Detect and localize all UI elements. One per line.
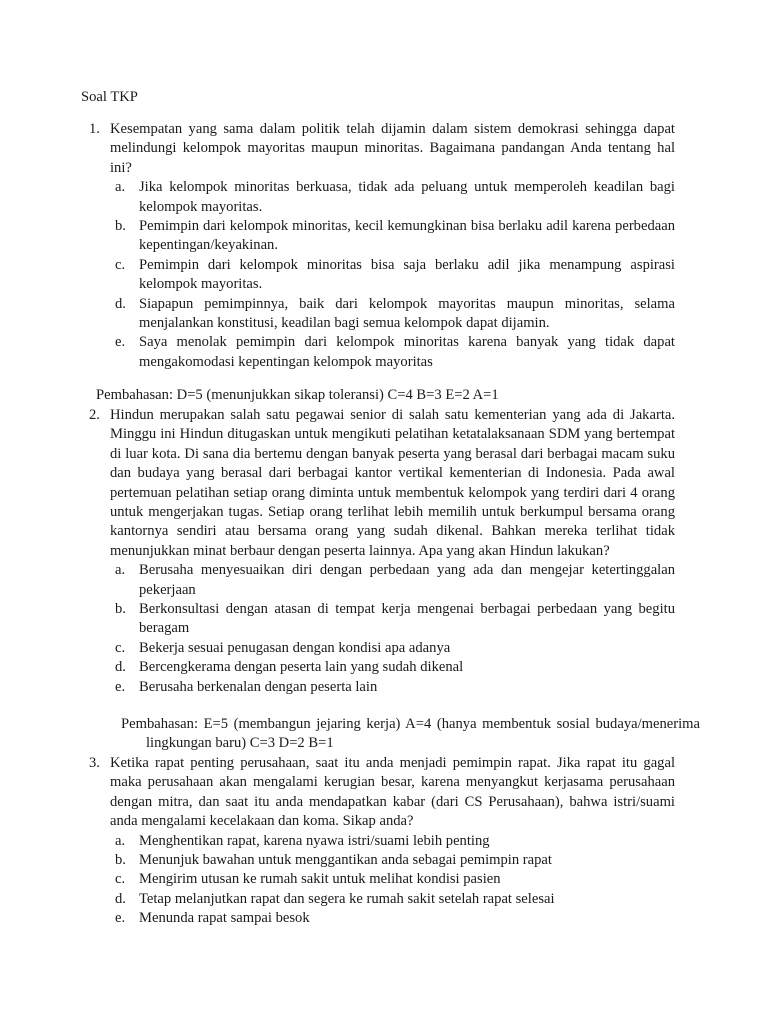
option-text: Berkonsultasi dengan atasan di tempat kerja mengenai berbagai perbedaan yang begitu beragam bbox=[139, 601, 675, 637]
option-a bbox=[89, 561, 675, 600]
question-number: 2. bbox=[89, 407, 100, 423]
option-b bbox=[89, 217, 675, 256]
question-1 bbox=[89, 120, 675, 372]
option-label: a. bbox=[115, 562, 126, 579]
option-c bbox=[89, 256, 675, 295]
question-number: 1. bbox=[89, 121, 100, 137]
option-label: e. bbox=[115, 678, 126, 695]
option-label: b. bbox=[115, 218, 126, 235]
option-list bbox=[89, 178, 675, 372]
option-label: d. bbox=[115, 890, 126, 907]
option-label: d. bbox=[115, 295, 126, 312]
option-b bbox=[89, 851, 675, 870]
option-text: Pemimpin dari kelompok minoritas, kecil kemungkinan bisa berlaku adil karena perbedaan kepentingan/keyakinan. bbox=[139, 218, 675, 254]
option-label: b. bbox=[115, 601, 126, 618]
discussion-1: Pembahasan: D=5 (menunjukkan sikap toleransi) C=4 B=3 E=2 A=1 bbox=[96, 387, 499, 403]
option-text: Menunda rapat sampai besok bbox=[139, 910, 310, 927]
option-e bbox=[89, 678, 675, 697]
option-text: Menunjuk bawahan untuk menggantikan anda sebagai pemimpin rapat bbox=[139, 852, 552, 869]
option-label: c. bbox=[115, 871, 126, 888]
option-text: Siapapun pemimpinnya, baik dari kelompok mayoritas maupun minoritas, selama menjalankan konstitusi, keadilan bagi semua kelompok dapat dijamin. bbox=[139, 295, 675, 332]
question-3 bbox=[89, 754, 675, 929]
option-label: c. bbox=[115, 256, 126, 273]
option-d bbox=[89, 890, 675, 909]
option-text: Mengirim utusan ke rumah sakit untuk melihat kondisi pasien bbox=[139, 871, 501, 888]
option-label: c. bbox=[115, 639, 126, 656]
option-list bbox=[89, 832, 675, 929]
option-text: Bercengkerama dengan peserta lain yang sudah dikenal bbox=[139, 659, 464, 676]
question-text: Ketika rapat penting perusahaan, saat itu anda menjadi pemimpin rapat. Jika rapat itu gagal maka perusahaan akan mengalami kerugian besar, karena menyangkut kerjasama perusahaan dengan mitra, dan saat itu anda mendapatkan kabar (dari CS Perusahaan), bahwa istri/suami anda mengalami kecelakaan dan koma. Sikap anda? bbox=[110, 755, 675, 830]
option-text: Saya menolak pemimpin dari kelompok minoritas karena banyak yang tidak dapat mengakomodasi kepentingan kelompok mayoritas bbox=[139, 334, 675, 370]
option-d bbox=[89, 295, 675, 334]
option-text: Berusaha menyesuaikan diri dengan perbedaan yang ada dan mengejar ketertinggalan pekerjaan bbox=[139, 562, 675, 598]
option-label: d. bbox=[115, 659, 126, 676]
option-e bbox=[89, 909, 675, 928]
document-title: Soal TKP bbox=[81, 89, 138, 105]
option-label: e. bbox=[115, 334, 126, 351]
option-text: Pemimpin dari kelompok minoritas bisa saja berlaku adil jika menampung aspirasi kelompok mayoritas. bbox=[139, 256, 675, 293]
option-c bbox=[89, 639, 675, 658]
option-list bbox=[89, 561, 675, 697]
option-text: Menghentikan rapat, karena nyawa istri/suami lebih penting bbox=[139, 832, 490, 849]
option-e bbox=[89, 333, 675, 372]
option-label: b. bbox=[115, 852, 126, 869]
option-label: e. bbox=[115, 910, 126, 927]
option-b bbox=[89, 600, 675, 639]
option-label: a. bbox=[115, 832, 126, 849]
option-text: Bekerja sesuai penugasan dengan kondisi apa adanya bbox=[139, 639, 451, 656]
option-text: Tetap melanjutkan rapat dan segera ke rumah sakit setelah rapat selesai bbox=[139, 890, 555, 907]
option-label: a. bbox=[115, 179, 126, 196]
option-text: Jika kelompok minoritas berkuasa, tidak ada peluang untuk memperoleh keadilan bagi kelompok mayoritas. bbox=[139, 179, 675, 215]
option-c bbox=[89, 870, 675, 889]
option-a bbox=[89, 832, 675, 851]
discussion-2: Pembahasan: E=5 (membangun jejaring kerja) A=4 (hanya membentuk sosial budaya/menerima lingkungan baru) C=3 D=2 B=1 bbox=[121, 716, 700, 752]
question-2 bbox=[89, 406, 675, 697]
question-text: Hindun merupakan salah satu pegawai senior di salah satu kementerian yang ada di Jakarta. Minggu ini Hindun ditugaskan untuk mengikuti pelatihan ketatalaksanaan SDM yang bertempat di luar kota. Di sana dia bertemu dengan banyak peserta yang berasal dari berbagai macam suku dan budaya yang berasal dari berbagai kantor vertikal kementerian di Indonesia. Pada awal pertemuan pelatihan setiap orang diminta untuk membentuk kelompok yang terdiri dari 4 orang untuk mengerjakan tugas. Setiap orang terlihat lebih memilih untuk berkumpul bersama orang kantornya sendiri atau bersama orang yang sudah dikenal. Bahkan mereka terlihat tidak menunjukkan minat berbaur dengan peserta lainnya. Apa yang akan Hindun lakukan? bbox=[110, 407, 675, 559]
option-a bbox=[89, 178, 675, 217]
option-d bbox=[89, 658, 675, 677]
question-text: Kesempatan yang sama dalam politik telah dijamin dalam sistem demokrasi sehingga dapat melindungi kelompok mayoritas maupun minoritas. Bagaimana pandangan Anda tentang hal ini? bbox=[110, 121, 675, 176]
option-text: Berusaha berkenalan dengan peserta lain bbox=[139, 678, 378, 695]
question-number: 3. bbox=[89, 755, 100, 771]
